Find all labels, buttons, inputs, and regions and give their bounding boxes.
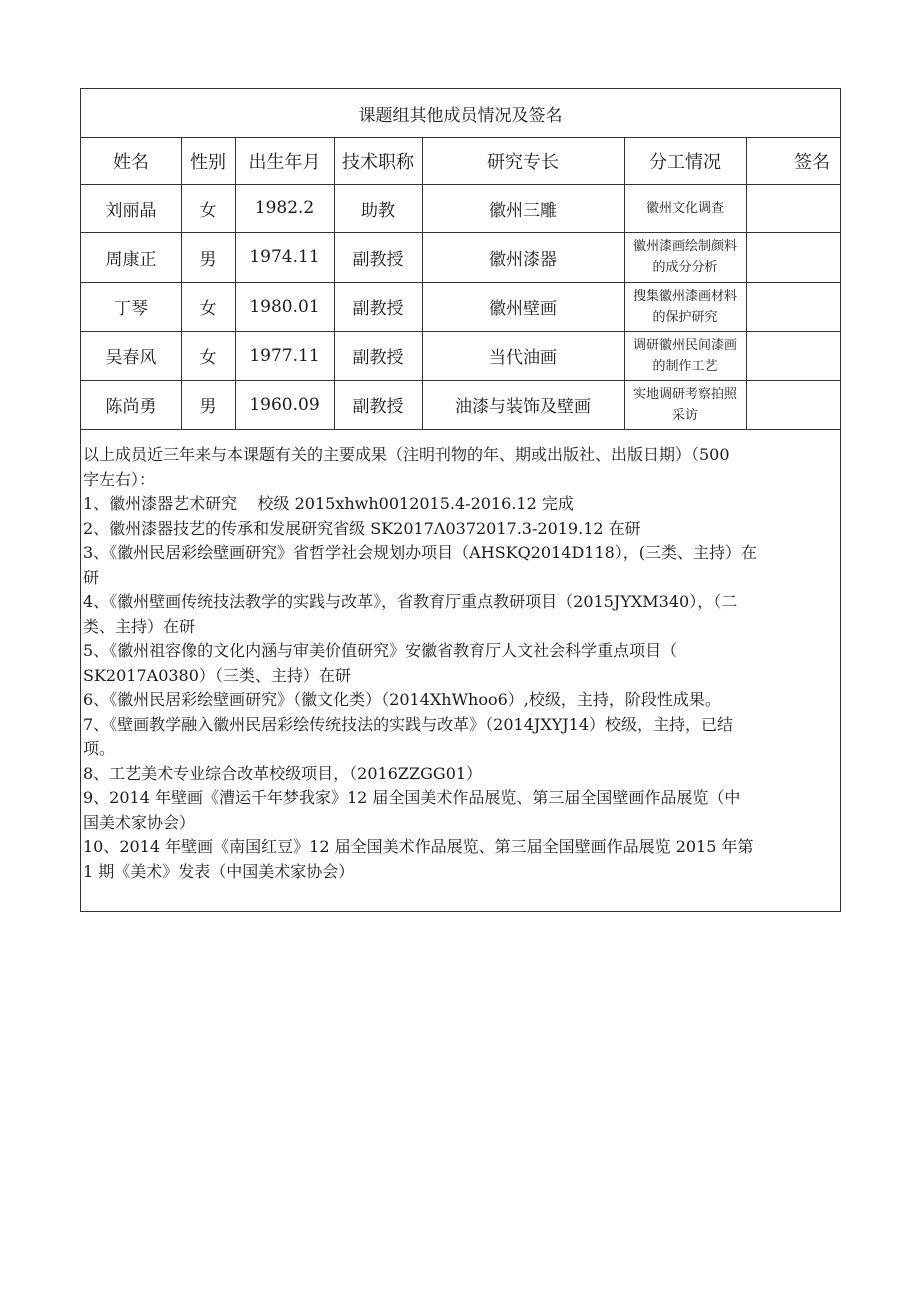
header-title: 技术职称 [342, 151, 414, 173]
achievement-line: SK2017A0380）（三类、主持）在研 [83, 665, 351, 685]
cell-name: 吴春风 [105, 348, 157, 368]
header-name: 姓名 [113, 151, 149, 173]
cell-division [624, 380, 746, 429]
division-line: 徽州漆画绘制颜料 [632, 239, 737, 254]
cell-gender: 女 [199, 299, 217, 319]
grid-line [81, 429, 840, 430]
header-birth: 出生年月 [248, 151, 321, 173]
achievement-line: 1、徽州漆器艺术研究 校级 2015xhwh0012015.4-2016.12 完成 [83, 494, 574, 513]
achievement-line: 项。 [83, 739, 116, 758]
cell-title: 副教授 [352, 348, 404, 368]
cell-birth: 1977.11 [249, 345, 320, 366]
division-line: 采访 [671, 407, 698, 423]
cell-signature [746, 282, 840, 331]
achievement-line: 类、主持）在研 [83, 616, 196, 636]
division-line: 的成分分析 [652, 260, 718, 275]
achievement-line: 8、工艺美术专业综合改革校级项目，（2016ZZGG01） [83, 763, 483, 783]
cell-birth: 1980.01 [249, 296, 320, 317]
achievement-line: 1 期《美术》发表（中国美术家协会） [83, 861, 355, 881]
table-title: 课题组其他成员情况及签名 [358, 105, 563, 126]
achievement-line: 6、《徽州民居彩绘壁画研究》（徽文化类）（2014XhWhoo6）,校级，主持，阶段性成果。 [83, 690, 721, 709]
cell-specialty: 油漆与装饰及壁画 [455, 397, 591, 417]
achievement-line: 5、《徽州祖容像的文化内涵与审美价值研究》安徽省教育厅人文社会科学重点项目（ [83, 641, 678, 660]
achievement-line: 4、《徽州壁画传统技法教学的实践与改革》，省教育厅重点教研项目（2015JYXM340），（二 [83, 592, 738, 611]
cell-name: 丁琴 [114, 299, 148, 319]
achievement-line: 国美术家协会） [83, 812, 196, 832]
cell-division [624, 184, 746, 232]
cell-division [624, 282, 746, 331]
achievement-line: 2、徽州漆器技艺的传承和发展研究省级 SK2017Λ0372017.3-2019.12 在研 [83, 518, 641, 538]
cell-title: 副教授 [352, 249, 404, 270]
cell-specialty: 当代油画 [489, 348, 557, 368]
cell-title: 助教 [361, 200, 395, 221]
division-line: 实地调研考察拍照 [632, 386, 737, 402]
header-division: 分工情况 [649, 151, 721, 173]
division-line: 搜集徽州漆画材料 [632, 288, 737, 304]
division-line: 调研徽州民间漆画 [632, 337, 737, 353]
cell-specialty: 徽州漆器 [489, 249, 557, 270]
header-gender: 性别 [190, 151, 226, 173]
division-line: 的保护研究 [652, 309, 718, 325]
division-line: 的制作工艺 [652, 358, 718, 374]
cell-gender: 男 [199, 249, 217, 270]
cell-signature [746, 184, 840, 232]
cell-signature [746, 380, 840, 429]
cell-gender: 女 [199, 200, 217, 221]
cell-gender: 男 [199, 397, 217, 417]
achievement-line: 9、2014 年壁画《漕运千年梦我家》12 届全国美术作品展览、第三届全国壁画作品展览（中 [83, 788, 741, 807]
achievement-line: 3、《徽州民居彩绘壁画研究》省哲学社会规划办项目（AHSKQ2014D118），(三类、主持）在 [83, 543, 758, 562]
cell-birth: 1974.11 [249, 247, 320, 267]
achievement-line: 以上成员近三年来与本课题有关的主要成果（注明刊物的年、期或出版社、出版日期）（500 [83, 445, 730, 464]
cell-gender: 女 [199, 348, 217, 368]
header-specialty: 研究专长 [487, 151, 559, 173]
achievements-section [83, 443, 838, 884]
header-signature: 签名 [794, 151, 830, 173]
cell-title: 副教授 [352, 397, 404, 417]
cell-birth: 1982.2 [254, 198, 315, 218]
cell-name: 刘丽晶 [105, 200, 157, 221]
cell-name: 陈尚勇 [105, 397, 157, 417]
cell-name: 周康正 [105, 249, 157, 270]
achievement-line: 字左右）： [83, 469, 156, 489]
cell-signature [746, 232, 840, 282]
achievement-line: 7、《壁画教学融入徽州民居彩绘传统技法的实践与改革》（2014JXYJ14）校级，主持，已结 [83, 714, 734, 734]
members-table [80, 88, 841, 912]
cell-birth: 1960.09 [249, 394, 320, 415]
cell-division [624, 331, 746, 380]
cell-title: 副教授 [352, 299, 404, 319]
achievement-line: 10、2014 年壁画《南国红豆》12 届全国美术作品展览、第三届全国壁画作品展览 2015 年第 [83, 837, 754, 856]
achievement-line: 研 [83, 567, 100, 587]
cell-specialty: 徽州壁画 [489, 299, 557, 319]
cell-specialty: 徽州三雕 [489, 200, 557, 221]
cell-signature [746, 331, 840, 380]
division-line: 徽州文化调查 [645, 200, 724, 216]
cell-division [624, 232, 746, 282]
